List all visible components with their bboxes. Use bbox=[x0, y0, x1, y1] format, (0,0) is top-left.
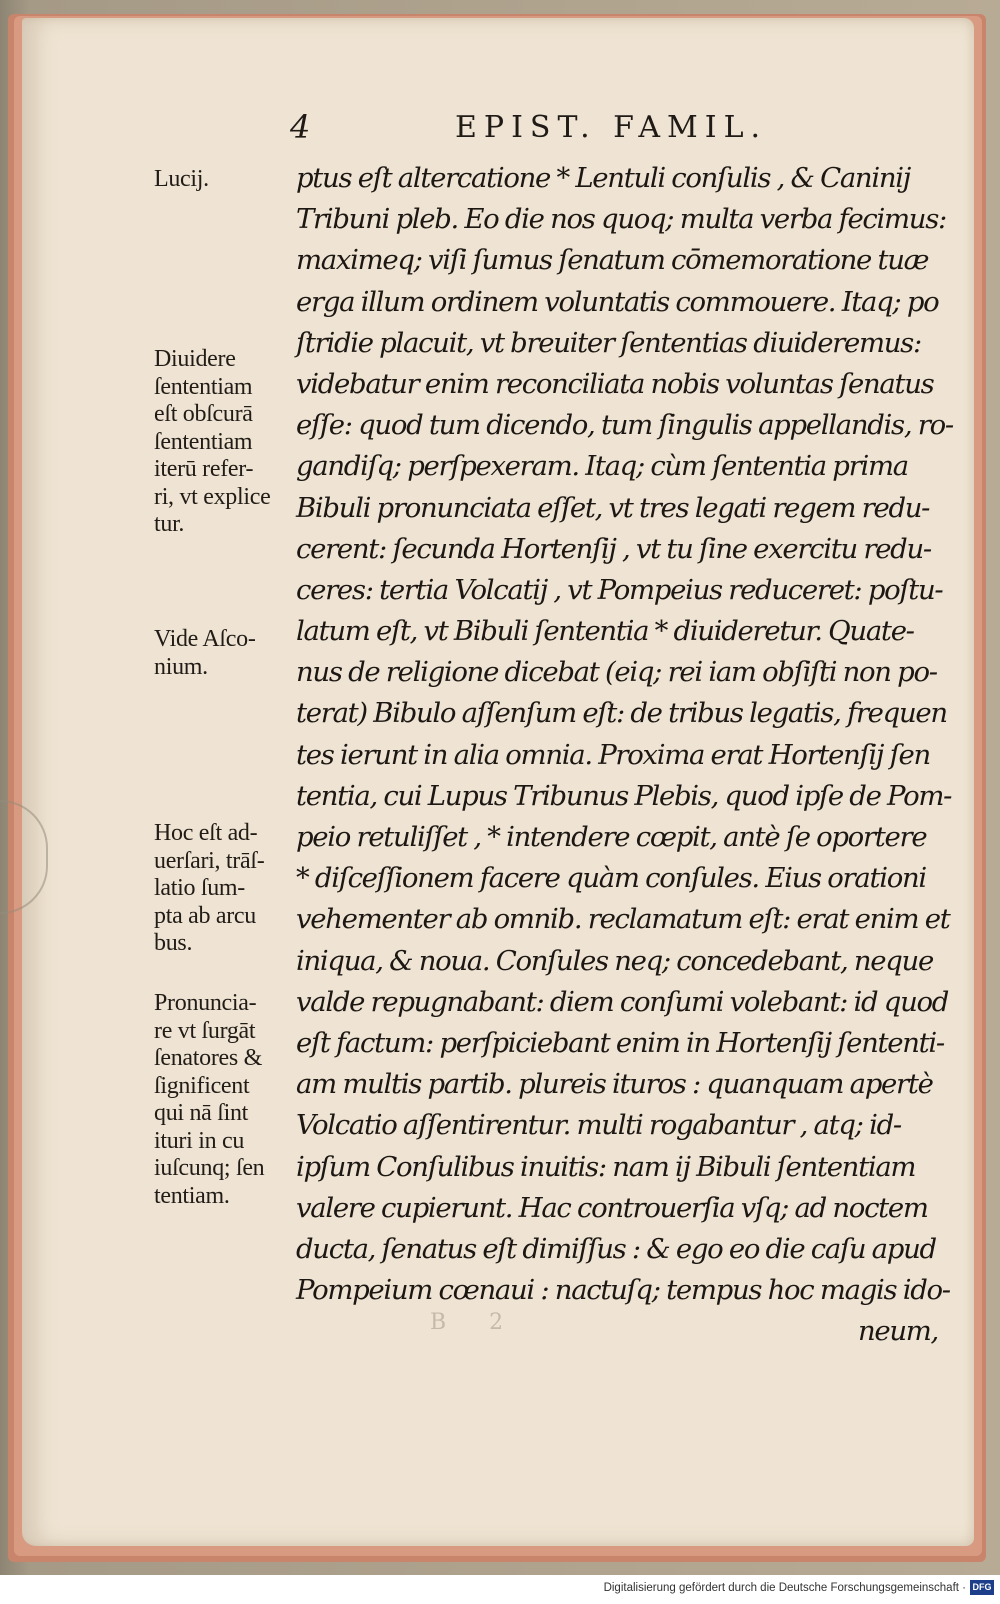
marginal-line: bus. bbox=[154, 930, 193, 956]
text-line: eſſe: quod tum dicendo, tum ſingulis appellandis, ro- bbox=[296, 409, 953, 442]
text-line: Pompeium cœnaui : nactuſq; tempus hoc magis ido- bbox=[296, 1274, 950, 1307]
text-line: Tribuni pleb. Eo die nos quoq; multa verba fecimus: bbox=[296, 203, 946, 236]
text-line: nus de religione dicebat (eiq; rei iam obſiſti non po- bbox=[296, 656, 937, 689]
text-line: am multis partib. plureis ituros : quanquam apertè bbox=[296, 1068, 933, 1101]
dfg-logo-icon: DFG bbox=[970, 1580, 994, 1595]
marginal-note bbox=[154, 346, 300, 539]
marginal-line: Pronuncia- bbox=[154, 990, 257, 1016]
marginal-line: nium. bbox=[154, 653, 208, 680]
footer-bar bbox=[0, 1575, 1000, 1604]
text-line: maximeq; viſi ſumus ſenatum cōmemoratione tuæ bbox=[296, 244, 929, 277]
text-line: vehementer ab omnib. reclamatum eſt: erat enim et bbox=[296, 903, 950, 936]
text-line: ceres: tertia Volcatij , vt Pompeius reduceret: poſtu- bbox=[296, 573, 943, 606]
text-line: tentia, cui Lupus Tribunus Plebis, quod ipſe de Pom- bbox=[296, 779, 952, 812]
text-line: videbatur enim reconciliata nobis voluntas ſenatus bbox=[296, 367, 934, 400]
text-line: erga illum ordinem voluntatis commouere. Itaq; po bbox=[296, 285, 939, 318]
text-line: ptus eſt altercatione * Lentuli conſulis , & Caninij bbox=[296, 162, 910, 194]
text-line: gandiſq; perſpexeram. Itaq; cùm ſententia prima bbox=[296, 450, 908, 483]
running-title: EPIST. FAMIL. bbox=[455, 110, 768, 145]
main-text bbox=[296, 158, 953, 1352]
marginal-line: ſententiam bbox=[154, 373, 253, 400]
catchword: neum, bbox=[857, 1315, 938, 1348]
page-number: 4 bbox=[290, 108, 311, 146]
marginal-line: tentiam. bbox=[154, 1182, 230, 1209]
marginal-line: iterū refer- bbox=[154, 456, 254, 482]
page-header bbox=[290, 108, 810, 152]
marginal-line: Lucij. bbox=[154, 166, 209, 192]
marginal-line: ſignificent bbox=[154, 1072, 250, 1099]
text-line: eſt factum: perſpiciebant enim in Hortenſij ſententi- bbox=[296, 1026, 944, 1059]
marginal-line: ſenatores & bbox=[154, 1045, 262, 1071]
marginal-line: eſt obſcurā bbox=[154, 401, 253, 427]
text-line: ſtridie placuit, vt breuiter ſententias diuideremus: bbox=[296, 326, 921, 359]
marginal-line: ſententiam bbox=[154, 428, 253, 455]
marginal-line: iuſcunq; ſen bbox=[154, 1155, 265, 1181]
marginal-line: ri, vt explice bbox=[154, 483, 271, 510]
text-line: tes ierunt in alia omnia. Proxima erat Hortenſij ſen bbox=[296, 738, 930, 771]
show-through-signature: B 2 bbox=[430, 1310, 522, 1335]
text-line: peio retuliſſet , * intendere cœpit, antè ſe oportere bbox=[296, 821, 927, 853]
text-line: valere cupierunt. Hac controuerſia vſq; ad noctem bbox=[296, 1191, 928, 1224]
marginal-line: latio ſum- bbox=[154, 875, 245, 901]
funding-credit: Digitalisierung gefördert durch die Deutsche Forschungsgemeinschaft · bbox=[603, 1582, 966, 1594]
text-line: Volcatio aſſentirentur. multi rogabantur , atq; id- bbox=[296, 1109, 901, 1142]
marginal-line: Hoc eſt ad- bbox=[154, 820, 258, 846]
text-line: Bibuli pronunciata eſſet, vt tres legati regem redu- bbox=[296, 491, 930, 524]
marginal-line: pta ab arcu bbox=[154, 902, 256, 929]
text-line: * diſceſſionem facere quàm conſules. Eius orationi bbox=[296, 862, 926, 895]
marginal-line: re vt ſurgāt bbox=[154, 1017, 256, 1044]
marginal-note bbox=[154, 990, 300, 1210]
text-line: ducta, ſenatus eſt dimiſſus : & ego eo die caſu apud bbox=[296, 1232, 936, 1265]
marginal-note bbox=[154, 626, 300, 681]
text-line: latum eſt, vt Bibuli ſententia * diuideretur. Quate- bbox=[296, 615, 914, 648]
marginal-line: ituri in cu bbox=[154, 1127, 245, 1154]
marginal-line: qui nā ſint bbox=[154, 1100, 249, 1126]
marginal-note bbox=[154, 166, 300, 194]
marginal-line: Diuidere bbox=[154, 346, 236, 372]
marginal-note bbox=[154, 820, 300, 958]
marginal-line: uerſari, trāſ- bbox=[154, 847, 265, 874]
marginal-line: tur. bbox=[154, 511, 185, 537]
text-line: terat) Bibulo aſſenſum eſt: de tribus legatis, frequen bbox=[296, 697, 947, 730]
text-line: valde repugnabant: diem conſumi volebant: id quod bbox=[296, 985, 949, 1018]
marginal-line: Vide Aſco- bbox=[154, 626, 256, 652]
text-line: iniqua, & noua. Conſules neq; concedebant, neque bbox=[296, 944, 933, 977]
text-line: cerent: ſecunda Hortenſij , vt tu ſine exercitu redu- bbox=[296, 532, 931, 565]
text-line: ipſum Conſulibus inuitis: nam ij Bibuli ſententiam bbox=[296, 1150, 916, 1183]
